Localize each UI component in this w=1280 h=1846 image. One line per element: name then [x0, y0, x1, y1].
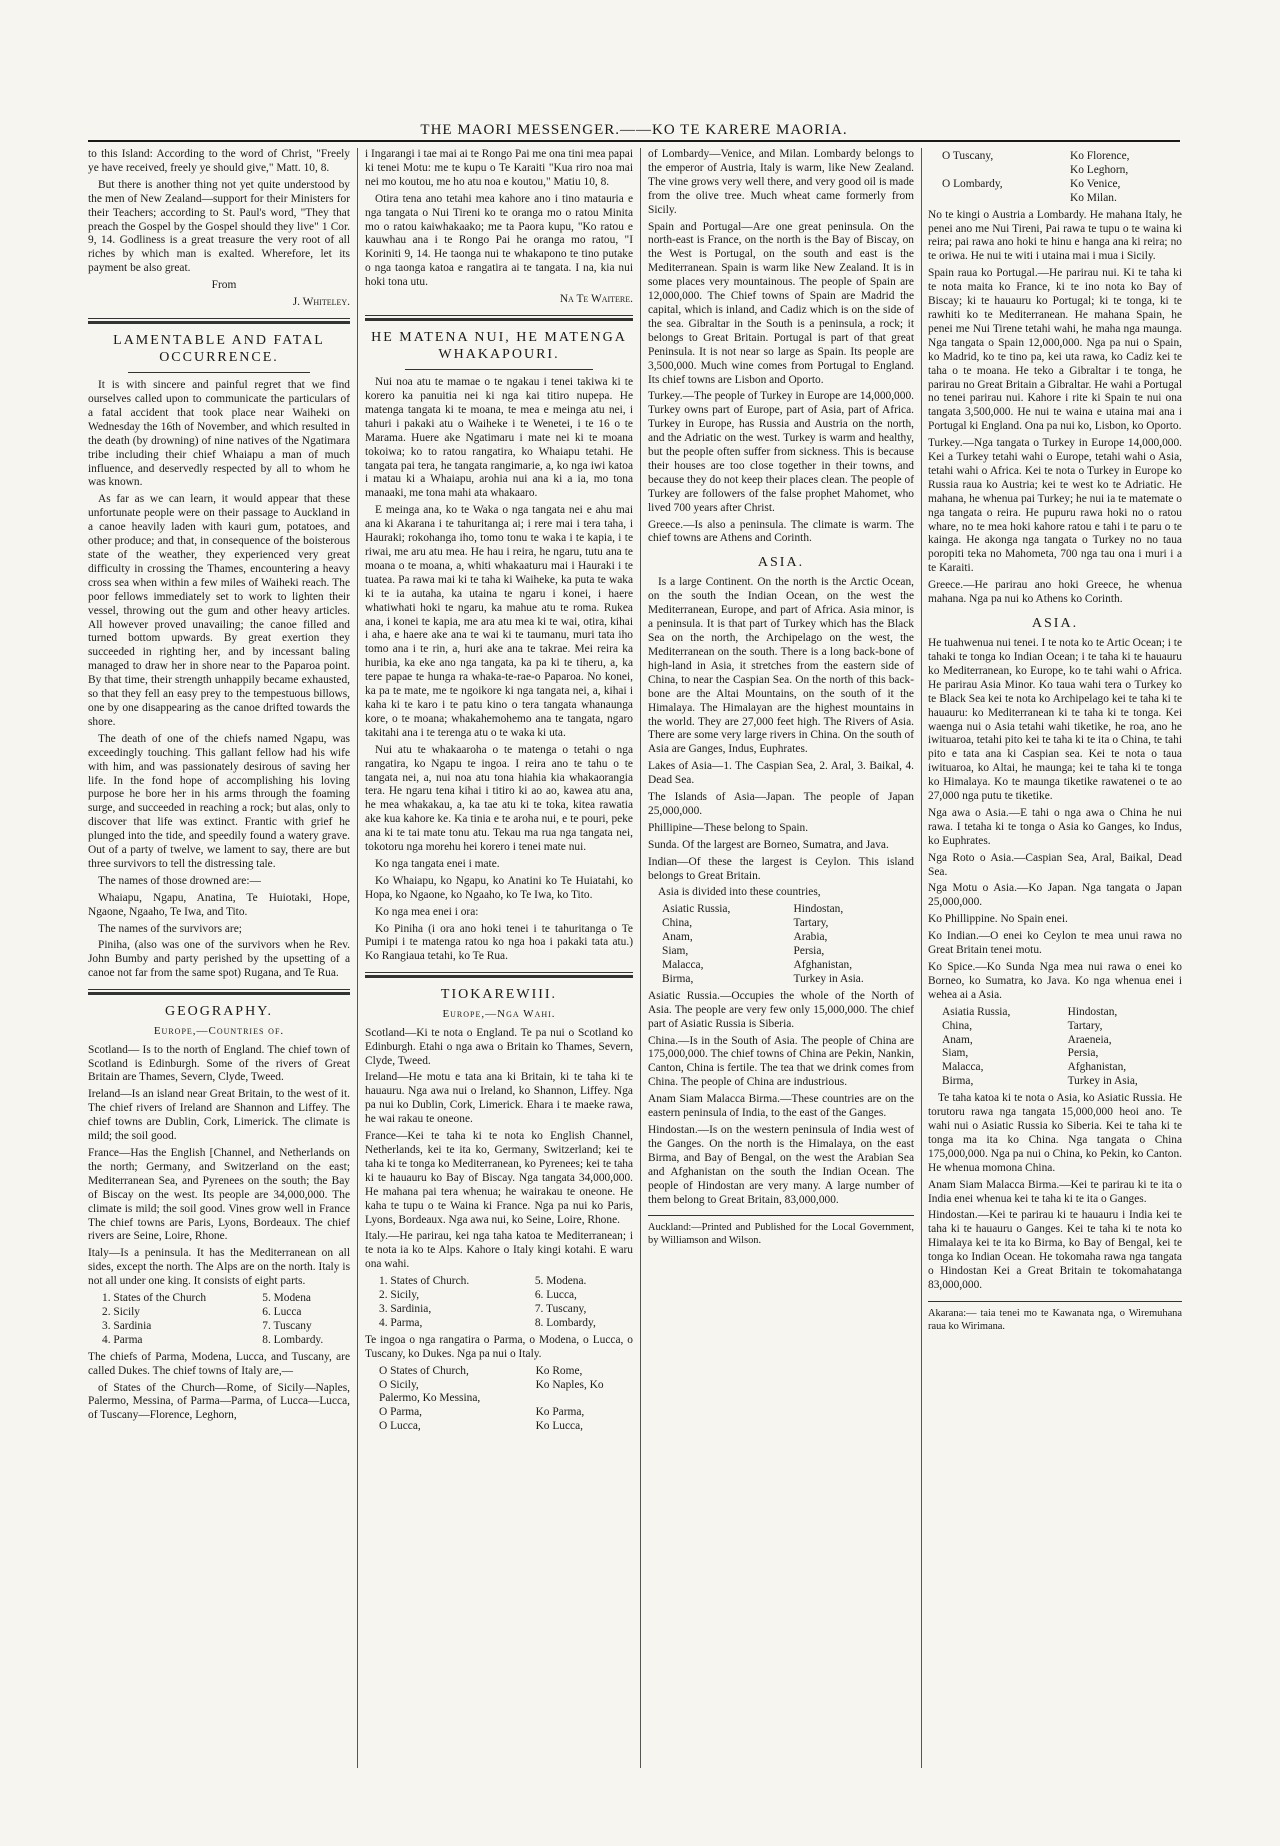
- italy-towns-table: [928, 150, 1182, 206]
- paragraph: Ko Spice.—Ko Sunda Nga mea nui rawa o enei ko Borneo, ko Sumatra, ko Java. Ko nga whenua enei i wehea ai a Asia.: [928, 961, 1182, 1001]
- paragraph: Ireland—Is an island near Great Britain, to the west of it. The chief rivers of Ireland are Shannon and Liffey. The chief towns are Dublin, Cork, Limerick. The climate is mild; the soil good.: [88, 1088, 350, 1143]
- list-item: Palermo, Ko Messina,: [379, 1392, 481, 1405]
- paragraph: Ko Whaiapu, ko Ngapu, ko Anatini ko Te Huiatahi, ko Hopa, ko Ngaone, ko Ngaaho, ko Te Iwa, ko Tito.: [365, 874, 633, 901]
- paragraph: He tuahwenua nui tenei. I te nota ko te Artic Ocean; i te tahaki te tonga ko Indian Ocean; i te taha ki te hauauru ko Mediterranean, ko Europe, ko te tahi wahi o Africa. He parirau Asia Minor. Ko taua wahi tera o Turkey ko te Black Sea kei te nota ko Archipelago kei te taha ki te hauauru: ko Mediterranean ki te taha ki te tonga. Kei waenga nui o Asia tetahi wahi tiketike, he roa, ano he iwituaroa, tetahi pito kei te taha ki te ita o China, te tahi pito e tata ana ki Caspian sea. Kei te nota o taua iwituaroa, ko Altai, he maunga; kei te taha ki te tonga ko Himalaya. Ko te maunga tiketike rawatenei o te ao 27,000 nga putu te tiketike.: [928, 637, 1182, 803]
- paragraph: Asiatic Russia.—Occupies the whole of the North of Asia. The people are very few only 15,000,000. The chief part of Asiatic Russia is Siberia.: [648, 989, 914, 1030]
- list-item: Malacca,: [942, 1061, 984, 1074]
- list-item: Ko Milan.: [1070, 191, 1117, 204]
- paragraph: Sunda. Of the largest are Borneo, Sumatra, and Java.: [648, 838, 889, 851]
- paragraph: Spain raua ko Portugal.—He parirau nui. Ki te taha ki te nota maita ko France, ki te ino nota ko Bay of Biscay; ki te hauauru ko Portugal; ki te tonga, ki te rawhiti ko te Mediterranean. He mahana Spain, he penei me Nui Tirene tetahi wahi, he maha nga maunga. Nga tangata o Spain 12,000,000. Nga pa nui o Spain, ko Madrid, ko te tino pa, kei uta rawa, ko Cadiz kei te taha o te moana. He teko a Gibraltar i te tonga, he parirau no Great Britain a Gibraltar. He wahi a Portugal no tenei parirau nui. Kahore i rite ki Spain te nui ona tangata 3,500,000. He nui te waina e utaina mai ana i Portugal ki England. Ona pa nui ko, Lisbon, ko Oporto.: [928, 267, 1182, 433]
- list-item: Afghanistan,: [793, 959, 853, 972]
- paragraph: The Islands of Asia—Japan. The people of Japan 25,000,000.: [648, 791, 914, 817]
- paragraph: Ko Phillippine. No Spain enei.: [928, 913, 1068, 926]
- paragraph: Ko Piniha (i ora ano hoki tenei i te tahuritanga o Te Pumipi i te matenga ratou ko nga hoa i pakaki tata atu.) Ko Rangiaua tetahi, ko Te Rua.: [365, 922, 633, 963]
- list-item: Asiatic Russia,: [662, 903, 731, 916]
- column-maori-2: [928, 148, 1182, 1748]
- list-item: 5. Modena: [262, 1292, 311, 1305]
- paragraph: France—Has the English [Channel, and Netherlands on the north; Germany, and Switzerland on the east; Mediterranean Sea, and Pyrenees on the south; the Bay of Biscay on the west. Its people are 34,000,000. The climate is mild; the soil good. Vines grow well in France The chief towns are Paris, Lyons, Bordeaux. The chief rivers are Seine, Loire, Rhone.: [88, 1147, 350, 1243]
- list-item: 2. Sicily,: [379, 1289, 420, 1302]
- list-item: 5. Modena.: [534, 1275, 587, 1288]
- list-item: 4. Parma,: [379, 1316, 423, 1329]
- section-title: GEOGRAPHY.: [164, 1004, 274, 1020]
- paragraph: Ko nga tangata enei i mate.: [375, 857, 500, 870]
- divider: [88, 318, 350, 324]
- paragraph: Greece.—Is also a peninsula. The climate is warm. The chief towns are Athens and Corinth.: [648, 518, 914, 545]
- section-title: ASIA.: [757, 555, 805, 571]
- list-item: 8. Lombardy.: [262, 1333, 324, 1346]
- list-item: 6. Lucca,: [534, 1289, 577, 1302]
- list-item: Araeneia,: [1067, 1033, 1112, 1046]
- list-item: Tartary,: [1067, 1019, 1103, 1032]
- list-item: 1. States of the Church: [102, 1292, 207, 1305]
- list-item: 6. Lucca: [262, 1305, 302, 1318]
- list-item: Siam,: [942, 1047, 969, 1060]
- list-item: Ko Florence,: [1070, 150, 1130, 162]
- paragraph: Italy.—He parirau, kei nga taha katoa te Mediterranean; i te nota ia ko te Alps. Kahore o Italy kingi kotahi. E waru ona wahi.: [365, 1230, 633, 1271]
- paragraph: Turkey.—Nga tangata o Turkey in Europe 14,000,000. Kei a Turkey tetahi wahi o Europe, tetahi wahi o Asia, tetahi wahi o Africa. Kei te nota o Turkey in Europe ko Russia raua ko Austria; kei te west ko te Adriatic. He mahana, he whenua pai Turkey; he nui ia te matemate o nga tangata o reira. He pupuru rawa hoki no o ratou whare, no te mea hoki kahore ratou e tahi i te paru o te kainga. He akonga nga tangata o Turkey no no taua poropiti teka no Mahometa, 700 nga tau ona i muri i a te Karaiti.: [928, 437, 1182, 575]
- paragraph: France—Kei te taha ki te nota ko English Channel, Netherlands, kei te ita ko, Germany, Switzerland; kei te taha ki te tonga ko Mediterranean, ko Pyrenees; kei te taha ki te hauauru ko Bay of Biscay. Nga tangata 34,000,000. He mahana pai tera whenua; he wairakau te oneone. He kaha te tupu o te Waina ki France. Nga pa nui ko Paris, Lyons, Bordeaux. Nga awa nui, ko Seine, Loire, Rhone.: [365, 1130, 633, 1226]
- paragraph: Te ingoa o nga rangatira o Parma, o Modena, o Lucca, o Tuscany, ko Dukes. Nga pa nui o Italy.: [365, 1333, 633, 1360]
- italy-parts-table: [365, 1275, 633, 1331]
- paragraph: Asia is divided into these countries,: [658, 886, 821, 899]
- paragraph: Scotland— Is to the north of England. The chief town of Scotland is Edinburgh. Some of the rivers of Great Britain are Thames, Severn, Clyde, Tweed.: [88, 1043, 350, 1084]
- list-item: Ko Venice,: [1070, 177, 1121, 190]
- list-item: Anam,: [942, 1033, 973, 1046]
- paragraph: But there is another thing not yet quite understood by the men of New Zealand—support for their Ministers for their Teachers; according to St. Paul's word, "They that preach the Gospel by the Gospel should they live" 1 Cor. 9, 14. Godliness is a great treasure the very root of all riches by which man is exalted. Wherefore, let its payment be also great.: [88, 178, 350, 275]
- list-item: O Sicily,: [379, 1378, 419, 1391]
- paragraph: Te taha katoa ki te nota o Asia, ko Asiatic Russia. He torutoru rawa nga tangata 15,000,000 heoi ano. Te wahi nui o Asiatic Russia ko Siberia. Kei te taha ki te tonga ma ita ko China. Nga tangata o China 175,000,000. Nga pa nui o China, ko Pekin, ko Canton. He whenua momona China.: [928, 1092, 1182, 1174]
- section-subtitle: Europe,—Nga Wahi.: [442, 1008, 556, 1021]
- column-rule: [357, 148, 358, 1768]
- list-item: Malacca,: [662, 959, 704, 972]
- paragraph: It is with sincere and painful regret that we find ourselves called upon to communicate the particulars of a fatal accident that took place near Waiheki on Wednesday the 16th of November, and which resulted in the death (by drowning) of nine natives of the Ngatimara tribe including their chief Whaiapu a man of much influence, and deservedly respected by all to whom he was known.: [88, 379, 350, 489]
- list-item: O Lombardy,: [942, 177, 1003, 190]
- paragraph: The names of those drowned are:—: [98, 874, 261, 887]
- paragraph: China.—Is in the South of Asia. The people of China are 175,000,000. The chief towns of China are Pekin, Nankin, Canton, China is fertile. The tea that we drink comes from China. The people of China are industrious.: [648, 1034, 914, 1089]
- paragraph: Nga awa o Asia.—E tahi o nga awa o China he nui rawa. I tetaha ki te tonga o Asia ko Ganges, ko Indus, ko Euphrates.: [928, 806, 1182, 847]
- paragraph: Anam Siam Malacca Birma.—Kei te parirau ki te ita o India enei whenua kei te taha ki te ita o Ganges.: [928, 1178, 1182, 1205]
- list-item: O Parma,: [379, 1406, 423, 1419]
- list-item: Hindostan,: [793, 903, 844, 916]
- list-item: 2. Sicily: [102, 1305, 140, 1318]
- list-item: Turkey in Asia,: [1067, 1075, 1138, 1088]
- paragraph: Nui atu te whakaaroha o te matenga o tetahi o nga rangatira, ko Ngapu te ingoa. I reira ano te tahu o te tangata nei, a, nui noa atu tona hiahia kia whakaorangia tera. He ngaru tena kihai i titiro ki ao ao, kawea atu ana, he mea whakakau, a, ka tae atu ki te toka, kitea rawatia ake kua kahore ke. Ka tinia e te aroha nui, e te pouri, peke ana ki te tai mate tonu atu. Tekau ma rua nga tangata nei, tokotoru nga morehu hei korero i tenei mate nui.: [365, 743, 633, 854]
- list-item: Asiatia Russia,: [942, 1005, 1011, 1018]
- paragraph: Lakes of Asia—1. The Caspian Sea, 2. Aral, 3. Baikal, 4. Dead Sea.: [648, 760, 914, 787]
- list-item: Ko Lucca,: [535, 1420, 583, 1433]
- column-maori-1: [365, 148, 633, 1748]
- column-rule: [640, 148, 641, 1768]
- asia-countries-table: [648, 903, 914, 986]
- imprint: Akarana:— taia tenei mo te Kawanata nga, o Wiremuhana raua ko Wirimana.: [928, 1301, 1182, 1333]
- paragraph: Whaiapu, Ngapu, Anatina, Te Huiotaki, Hope, Ngaone, Ngaaho, Te Iwa, and Tito.: [88, 891, 350, 918]
- list-item: O Tuscany,: [942, 150, 994, 162]
- paragraph: Hindostan.—Is on the western peninsula of India west of the Ganges. On the north is the Himalaya, on the east Birma, and Bay of Bengal, on the west the Arabian Sea and Afghanistan on the south the Indian Ocean. The people of Hindostan are very many. A large number of them belong to Great Britain, 83,000,000.: [648, 1123, 914, 1206]
- section-title: ASIA.: [1031, 616, 1079, 631]
- divider: [128, 372, 310, 373]
- list-item: Turkey in Asia.: [793, 972, 864, 985]
- paragraph: Is a large Continent. On the north is the Arctic Ocean, on the south the Indian Ocean, on the west the Mediterranean, Europe, and part of Africa. Asia minor, is a peninsula. It is that part of Turkey which has the Black Sea on the north, the Archipelago on the west, the Mediterranean on the south. There is a long back-bone of high-land in Asia, it stretches from the eastern side of China, to near the Caspian Sea. On the north of this back-bone are the Altai Mountains, on the south of it the Himalaya. The Himalayan are the highest mountains in the world. They are 27,000 feet high. The Rivers of Asia. There are some very large rivers in China. On the south of Asia are Ganges, Indus, Euphrates.: [648, 576, 914, 756]
- paragraph: As far as we can learn, it would appear that these unfortunate people were on their passage to Auckland in a canoe heavily laden with kauri gum, potatoes, and other produce; and that, in consequence of the boisterous state of the weather, they experienced very great difficulty in crossing the Thames, encountering a heavy cross sea when within a few miles of Waiheki reach. The poor fellows immediately set to work to lighten their vessel, throwing out the gum and other heavy articles. All however proved unavailing; the canoe filled and turned bottom upwards. By great exertion they succeeded in righting her, and by incessant baling managed to draw her in shore near to the Paparoa point. By that time, their strength unhappily became exhausted, so that they fell an easy prey to the tempestuous billows, one by one disappearing as the canoe drifted towards the shore.: [88, 493, 350, 728]
- paragraph: Phillipine—These belong to Spain.: [648, 821, 809, 834]
- paragraph: Greece.—He parirau ano hoki Greece, he whenua mahana. Nga pa nui ko Athens ko Corinth.: [928, 579, 1182, 606]
- article-title: HE MATENA NUI, HE MATENGA WHAKAPOURI.: [371, 329, 627, 363]
- list-item: 4. Parma: [102, 1333, 143, 1346]
- paragraph: E meinga ana, ko te Waka o nga tangata nei e ahu mai ana ki Akarana i te tahuritanga ai; i rere mai i tera taha, i Hauraki; rokohanga iho, tomo tonu te waka i te kapia, i te riwai, me aru atu mea. He hau i reira, he ngaru, tutu ana te moana o te moana, a, whiti whakaaturu mai i Hauraki i te tuatea. Pa rawa mai ki te taha ki Waiheke, ka puta te waka ki te ia autaha, ka utaina te ngaru i konei, i haere whatiwhati hoki te ngaru, ka mahue atu te roma. Rukea ana, i konei te kapia, me ara atu mea ki te wai, otira, kihai i aha, e haere ake ana te wai ki te taumanu, muri tata iho tomo ana i te rin, a, huri ake ana te takrae. Mei reira ka huribia, ka eke ano nga tangata, ka pa ki te tiheru, a, ka tere papae te hunga ra whaka-te-rae-o Paparoa. No konei, ka pa te mate, me te ngoikore ki nga tangata nei, a, kihai i kaha ki te karo i te patu kino o tera tangata whanaunga kore, o te moana; whakahemohemo ana te tangata, ngaro takitahi ana i te terenga atu o te waka ki uta.: [365, 504, 633, 739]
- list-item: 7. Tuscany,: [534, 1302, 587, 1315]
- italy-towns-table: [365, 1365, 633, 1435]
- list-item: Afghanistan,: [1067, 1061, 1127, 1074]
- list-item: Birma,: [942, 1075, 974, 1088]
- paragraph: Nga Motu o Asia.—Ko Japan. Nga tangata o Japan 25,000,000.: [928, 882, 1182, 909]
- list-item: Tartary,: [793, 917, 829, 930]
- signature: Na Te Waitere.: [559, 293, 633, 306]
- paragraph: Spain and Portugal—Are one great peninsula. On the north-east is France, on the north is the Bay of Biscay, on the West is Portugal, on the south and east is the Mediterranean. Spain is warm like New Zealand. It is in some places very mountainous. The people of Spain are 12,000,000. The Chief towns of Spain are Madrid the capital, which is inland, and Cadiz which is on the side of the sea. Gibraltar in the South is a peninsula, a rock; it belongs to Great Britain. Portugal is part of that great Peninsula. It is not near so large as Spain. Its people are 3,500,000. Much wine comes from Portugal to England. Its chief towns are Lisbon and Oporto.: [648, 220, 914, 386]
- list-item: Arabia,: [793, 931, 828, 944]
- divider: [405, 369, 593, 370]
- paragraph: Nga Roto o Asia.—Caspian Sea, Aral, Baikal, Dead Sea.: [928, 851, 1182, 878]
- paragraph: of States of the Church—Rome, of Sicily—Naples, Palermo, Messina, of Parma—Parma, of Lucca—Lucca, of Tuscany—Florence, Leghorn,: [88, 1381, 350, 1422]
- paragraph: The names of the survivors are;: [98, 922, 242, 935]
- column-english-1: [88, 148, 350, 1748]
- paragraph: Ko nga mea enei i ora:: [375, 905, 479, 918]
- paragraph: Nui noa atu te mamae o te ngakau i tenei takiwa ki te korero ka panuitia nei ki nga kai titiro nupepa. He matenga tangata ki te moana, te mea e meinga atu nei, i tahuri i pakaki atu o Waiheke i te Wenetei, i te 16 o te Marama. Huere ake Ngatimaru i mate nei ki te moana tokoiwa; ko to ratou rangatira, ko Whaiapu tetahi. He tangata pai tera, he tangata rangimarie, a, ko nga iwi katoa i matau ki a Whaiapu, arohia nui ana ki a ia, mo tona manaaki, me tona mahi ata whakaaro.: [365, 376, 633, 500]
- list-item: Anam,: [662, 931, 693, 944]
- list-item: 7. Tuscany: [262, 1319, 312, 1332]
- list-item: 3. Sardinia: [102, 1319, 152, 1332]
- signature: J. Whiteley.: [292, 296, 350, 309]
- paragraph: Scotland—Ki te nota o England. Te pa nui o Scotland ko Edinburgh. Etahi o nga awa o Britain ko Thames, Severn, Clyde, Tweed.: [365, 1026, 633, 1067]
- list-item: O States of Church,: [379, 1364, 469, 1377]
- imprint: Auckland:—Printed and Published for the Local Government, by Williamson and Wilson.: [648, 1215, 914, 1247]
- list-item: [928, 164, 1056, 178]
- paragraph: Otira tena ano tetahi mea kahore ano i tino matauria e nga tangata o Nui Tireni ko te oranga mo o ratou Minita mo o ratou kaiwhakaako; me ta Paora kupu, "Ko ratou e kauwhau ana i te Rongo Pai he oranga mo ratou, "I Koriniti 9, 14. He taonga nui te whakapono te tino putake o nga taonga katoa e rangatira ai te tangata. I na, kia nui hoki tona utu.: [365, 192, 633, 289]
- list-item: Persia,: [793, 945, 825, 958]
- paragraph: Italy—Is a peninsula. It has the Mediterranean on all sides, except the north. The Alps are on the north. Italy is not all under one king. It consists of eight parts.: [88, 1247, 350, 1288]
- list-item: 1. States of Church.: [379, 1275, 470, 1288]
- list-item: Birma,: [662, 972, 694, 985]
- paragraph: Turkey.—The people of Turkey in Europe are 14,000,000. Turkey owns part of Europe, part of Asia, part of Africa. Turkey in Europe, has Russia and Austria on the north, and the Adriatic on the west. Turkey is warm and healthy, but the people often suffer from sickness. This is because their houses are too close together in their towns, and because they do not keep their places clean. The people of Turkey are followers of the false prophet Mahomet, who lived 700 years after Christ.: [648, 390, 914, 514]
- italy-parts-table: [88, 1292, 350, 1348]
- divider: [365, 972, 633, 978]
- list-item: O Lucca,: [379, 1420, 421, 1433]
- paragraph: The chiefs of Parma, Modena, Lucca, and Tuscany, are called Dukes. The chief towns of Italy are,—: [88, 1350, 350, 1377]
- list-item: [522, 1392, 633, 1406]
- paragraph: of Lombardy—Venice, and Milan. Lombardy belongs to the emperor of Austria, Italy is warm, like New Zealand. The vine grows very well there, and very good oil is made from the olive tree. Much wheat came formerly from Sicily.: [648, 148, 914, 216]
- paragraph: Anam Siam Malacca Birma.—These countries are on the eastern peninsula of India, to the east of the Ganges.: [648, 1093, 914, 1120]
- paragraph: The death of one of the chiefs named Ngapu, was exceedingly touching. This gallant fellow had his wife with him, and was passionately desirous of saving her life. In the fond hope of accomplishing his loving purpose he bore her in his arms through the foaming surge, and succeeded in reaching a rock; but alas, only to discover that life was extinct. Frantic with grief he plunged into the tide, and speedily found a watery grave. Out of a party of twelve, we lament to say, there are but three survivors to tell the distressing tale.: [88, 732, 350, 870]
- section-title: TIOKAREWIII.: [440, 987, 558, 1003]
- list-item: China,: [662, 917, 693, 930]
- divider: [88, 989, 350, 995]
- paragraph: Ireland—He motu e tata ana ki Britain, ki te taha ki te hauauru. Nga awa nui o Ireland, ko Shannon, Liffey. Nga pa nui ko Dublin, Cork, Limerick. Ehara i te maeke rawa, he wai rakau te oneone.: [365, 1071, 633, 1126]
- paragraph: i Ingarangi i tae mai ai te Rongo Pai me ona tini mea papai ki tenei Motu: me te kupu o Te Karaiti "Kua riro noa mai nei mo koutou, me ho atu noa e koutou," Matiu 10, 8.: [365, 148, 633, 188]
- running-title: THE MAORI MESSENGER.——KO TE KARERE MAORIA.: [88, 122, 1180, 142]
- from-label: From: [211, 279, 237, 292]
- section-subtitle: Europe,—Countries of.: [153, 1025, 285, 1038]
- list-item: Ko Parma,: [535, 1406, 585, 1419]
- column-english-2: [648, 148, 914, 1748]
- paragraph: No te kingi o Austria a Lombardy. He mahana Italy, he penei ano me Nui Tireni, Pai rawa te tupu o te waina ki reira; pai rawa ano hoki te hinu e hanga ana ki reira; no te oriwa. He nui te witi i utaina mai i mua i Sicily.: [928, 208, 1182, 263]
- article-title: LAMENTABLE AND FATAL OCCURRENCE.: [113, 332, 325, 366]
- list-item: 3. Sardinia,: [379, 1302, 432, 1315]
- list-item: China,: [942, 1019, 973, 1032]
- paragraph: Ko Indian.—O enei ko Ceylon te mea unui rawa no Great Britain tenei motu.: [928, 930, 1182, 957]
- list-item: Siam,: [662, 945, 689, 958]
- column-rule: [921, 148, 922, 1768]
- divider: [365, 315, 633, 321]
- list-item: [928, 192, 1056, 206]
- paragraph: Piniha, (also was one of the survivors when he Rev. John Bumby and party perished by the upsetting of a canoe not far from the same spot) Rugana, and Te Rua.: [88, 939, 350, 980]
- paragraph: Indian—Of these the largest is Ceylon. This island belongs to Great Britain.: [648, 855, 914, 882]
- list-item: Ko Rome,: [535, 1364, 583, 1377]
- list-item: Hindostan,: [1067, 1005, 1118, 1018]
- list-item: 8. Lombardy,: [534, 1316, 596, 1329]
- paragraph: Hindostan.—Kei te parirau ki te hauauru i India kei te taha ki te hauauru o Ganges. Kei te taha ki te nota ko Himalaya kei te ita ko Birma, ko Bay of Bengal, kei te tonga ko Indian Ocean. He tokomaha rawa nga tangata o Hindostan Kei a Great Britain te tokomahatanga 83,000,000.: [928, 1209, 1182, 1291]
- list-item: Ko Naples, Ko: [535, 1378, 604, 1391]
- list-item: Persia,: [1067, 1047, 1099, 1060]
- paragraph: to this Island: According to the word of Christ, "Freely ye have received, freely ye should give," Matt. 10, 8.: [88, 148, 350, 174]
- list-item: Ko Leghorn,: [1070, 163, 1129, 176]
- asia-countries-table: [928, 1006, 1182, 1089]
